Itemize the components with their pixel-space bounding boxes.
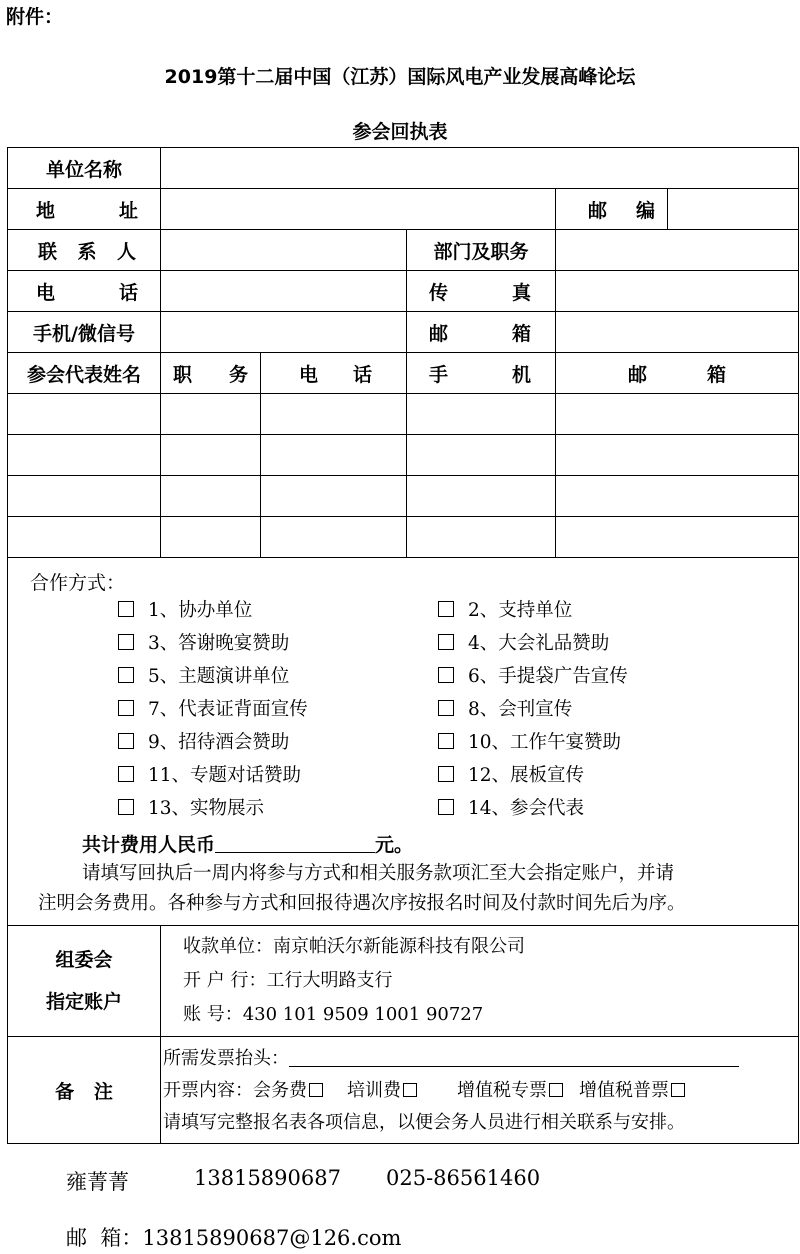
checkbox-icon[interactable] — [118, 700, 134, 716]
rep-cell[interactable] — [261, 476, 407, 517]
account-number-line: 账 号：430 101 9509 1001 90727 — [183, 1004, 484, 1025]
contact-mobile: 13815890687 — [194, 1166, 341, 1190]
rep-email-header: 邮 箱 — [556, 353, 799, 394]
rep-mobile-header: 手 机 — [407, 353, 556, 394]
row-rep-headers — [8, 353, 799, 394]
cooperation-option[interactable]: 6、手提袋广告宣传 — [438, 663, 768, 690]
cooperation-option[interactable]: 11、专题对话赞助 — [118, 762, 438, 789]
cooperation-option[interactable]: 1、协办单位 — [118, 597, 438, 624]
contact-tel: 025-86561460 — [386, 1166, 541, 1190]
rep-cell[interactable] — [161, 476, 261, 517]
postcode-label: 邮 编 — [556, 189, 668, 230]
account-label: 组委会 指定账户 — [8, 926, 161, 1037]
checkbox-icon[interactable] — [438, 766, 454, 782]
page-title: 2019第十二届中国（江苏）国际风电产业发展高峰论坛 — [164, 66, 636, 88]
cooperation-section — [8, 558, 799, 926]
rep-cell[interactable] — [161, 394, 261, 435]
phone-label: 电 话 — [8, 271, 161, 312]
postcode-field[interactable] — [668, 189, 799, 230]
checkbox-icon[interactable] — [118, 799, 134, 815]
cooperation-option[interactable]: 4、大会礼品赞助 — [438, 630, 768, 657]
dept-field[interactable] — [556, 230, 799, 271]
row-account — [8, 926, 799, 1037]
cooperation-option[interactable]: 14、参会代表 — [438, 795, 768, 822]
attachment-label: 附件： — [6, 6, 64, 28]
address-field[interactable] — [161, 189, 556, 230]
payment-note: 请填写回执后一周内将参与方式和相关服务款项汇至大会指定账户，并请 注明会务费用。各种参与方式和回报待遇次序按报名时间及付款时间先后为序。 — [38, 863, 686, 914]
cooperation-title: 合作方式： — [30, 572, 126, 594]
form-title: 参会回执表 — [352, 121, 448, 143]
bank-line: 开 户 行：工行大明路支行 — [183, 970, 393, 991]
rep-cell[interactable] — [8, 517, 161, 558]
cooperation-options — [118, 597, 798, 822]
checkbox-icon[interactable] — [118, 601, 134, 617]
payee-line: 收款单位：南京帕沃尔新能源科技有限公司 — [183, 936, 525, 957]
email-field[interactable] — [556, 312, 799, 353]
address-label: 地 址 — [8, 189, 161, 230]
rep-cell[interactable] — [407, 517, 556, 558]
checkbox-icon[interactable] — [438, 733, 454, 749]
mobile-wechat-field[interactable] — [161, 312, 407, 353]
rep-row — [8, 476, 799, 517]
rep-cell[interactable] — [556, 517, 799, 558]
checkbox-icon[interactable] — [118, 733, 134, 749]
checkbox-icon[interactable] — [671, 1083, 685, 1097]
email-label: 邮 箱 — [407, 312, 556, 353]
cooperation-option[interactable]: 7、代表证背面宣传 — [118, 696, 438, 723]
cooperation-option[interactable]: 3、答谢晚宴赞助 — [118, 630, 438, 657]
checkbox-icon[interactable] — [118, 634, 134, 650]
remarks-label: 备 注 — [8, 1037, 161, 1144]
checkbox-icon[interactable] — [438, 601, 454, 617]
rep-row — [8, 517, 799, 558]
row-phone — [8, 271, 799, 312]
registration-form — [7, 147, 799, 1144]
rep-cell[interactable] — [8, 435, 161, 476]
row-mobile — [8, 312, 799, 353]
rep-cell[interactable] — [161, 517, 261, 558]
checkbox-icon[interactable] — [118, 667, 134, 683]
account-info — [161, 926, 799, 1037]
rep-cell[interactable] — [407, 394, 556, 435]
invoice-content-line: 开票内容：会务费 培训费 增值税专票 增值税普票 — [163, 1075, 798, 1107]
row-remarks — [8, 1037, 799, 1144]
total-fee-input[interactable] — [215, 834, 375, 853]
cooperation-option[interactable]: 9、招待酒会赞助 — [118, 729, 438, 756]
contact-email: 邮 箱：13815890687@126.com — [66, 1226, 402, 1250]
cooperation-option[interactable]: 12、展板宣传 — [438, 762, 768, 789]
phone-field[interactable] — [161, 271, 407, 312]
invoice-title-input[interactable] — [289, 1046, 739, 1067]
rep-title-header: 职 务 — [161, 353, 261, 394]
checkbox-icon[interactable] — [118, 766, 134, 782]
cooperation-option[interactable]: 2、支持单位 — [438, 597, 768, 624]
rep-row — [8, 394, 799, 435]
rep-phone-header: 电 话 — [261, 353, 407, 394]
contact-label: 联 系 人 — [8, 230, 161, 271]
rep-name-header: 参会代表姓名 — [8, 353, 161, 394]
rep-cell[interactable] — [261, 435, 407, 476]
rep-cell[interactable] — [556, 394, 799, 435]
checkbox-icon[interactable] — [438, 700, 454, 716]
rep-row — [8, 435, 799, 476]
unit-name-label: 单位名称 — [8, 148, 161, 189]
total-fee: 共计费用人民币 元。 — [82, 834, 414, 856]
checkbox-icon[interactable] — [549, 1083, 563, 1097]
checkbox-icon[interactable] — [403, 1083, 417, 1097]
contact-name: 雍菁菁 — [66, 1170, 129, 1194]
row-address — [8, 189, 799, 230]
remarks-content — [161, 1037, 799, 1144]
rep-cell[interactable] — [8, 476, 161, 517]
dept-label: 部门及职务 — [407, 230, 556, 271]
row-cooperation — [8, 558, 799, 926]
checkbox-icon[interactable] — [438, 799, 454, 815]
rep-cell[interactable] — [261, 517, 407, 558]
rep-cell[interactable] — [407, 435, 556, 476]
row-unit-name — [8, 148, 799, 189]
rep-cell[interactable] — [161, 435, 261, 476]
rep-cell[interactable] — [556, 435, 799, 476]
instruction-line: 请填写完整报名表各项信息，以便会务人员进行相关联系与安排。 — [163, 1112, 685, 1133]
rep-cell[interactable] — [407, 476, 556, 517]
checkbox-icon[interactable] — [309, 1083, 323, 1097]
cooperation-option[interactable]: 10、工作午宴赞助 — [438, 729, 768, 756]
rep-cell[interactable] — [556, 476, 799, 517]
unit-name-field[interactable] — [161, 148, 799, 189]
cooperation-option[interactable]: 8、会刊宣传 — [438, 696, 768, 723]
fax-label: 传 真 — [407, 271, 556, 312]
rep-cell[interactable] — [8, 394, 161, 435]
rep-cell[interactable] — [261, 394, 407, 435]
checkbox-icon[interactable] — [438, 667, 454, 683]
row-contact — [8, 230, 799, 271]
contact-field[interactable] — [161, 230, 407, 271]
invoice-title-line: 所需发票抬头： — [163, 1043, 798, 1075]
checkbox-icon[interactable] — [438, 634, 454, 650]
fax-field[interactable] — [556, 271, 799, 312]
mobile-wechat-label: 手机/微信号 — [8, 312, 161, 353]
cooperation-option[interactable]: 13、实物展示 — [118, 795, 438, 822]
cooperation-option[interactable]: 5、主题演讲单位 — [118, 663, 438, 690]
